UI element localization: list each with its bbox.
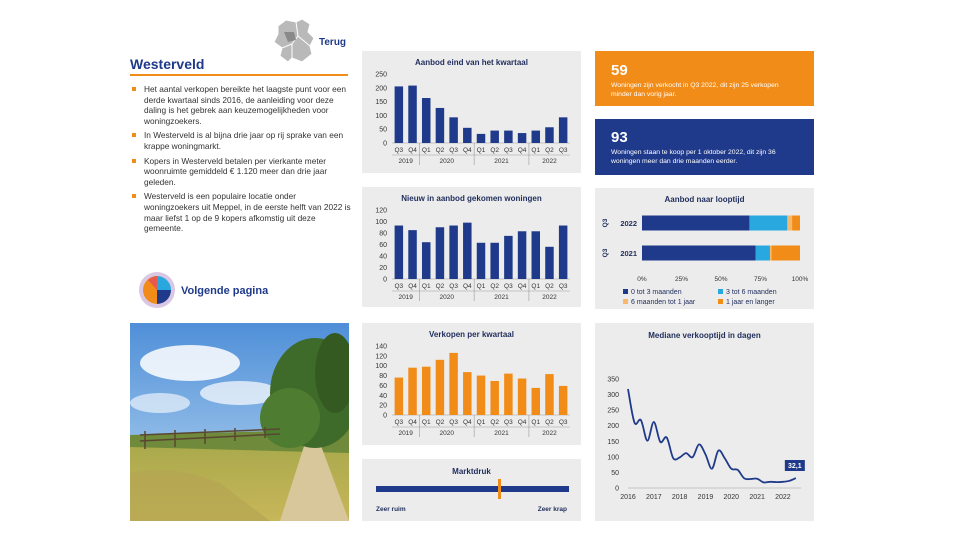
chart-title: Mediane verkooptijd in dagen <box>648 331 761 340</box>
bar <box>449 117 457 143</box>
year-label: 2020 <box>439 294 455 301</box>
y-tick-label: 60 <box>379 382 387 390</box>
chart-title: Verkopen per kwartaal <box>429 330 514 339</box>
marktdruk-panel <box>362 459 581 521</box>
bar <box>422 242 430 279</box>
chart-panel-looptijd <box>595 188 814 309</box>
bar <box>463 223 471 279</box>
chart-panel-verkooptijd <box>595 323 814 521</box>
landscape-photo <box>130 323 349 521</box>
y-tick-label: 80 <box>379 373 387 381</box>
bar <box>545 127 553 143</box>
stacked-bar-segment <box>787 216 792 231</box>
y-tick-label: 50 <box>611 469 619 477</box>
y-tick-label: 150 <box>375 99 387 107</box>
bar <box>545 247 553 279</box>
bar <box>559 226 567 279</box>
year-label: 2019 <box>398 430 413 437</box>
x-tick-label: Q1 <box>476 419 486 426</box>
legend-label: 1 jaar en langer <box>726 299 775 306</box>
x-tick-label: 25% <box>674 276 689 283</box>
x-tick-label: Q4 <box>462 419 472 426</box>
bar <box>518 379 526 415</box>
y-tick-label: 20 <box>379 265 387 272</box>
x-tick-label: Q3 <box>558 147 568 154</box>
x-tick-label: Q3 <box>449 419 458 426</box>
legend-swatch <box>718 299 723 304</box>
stat-number: 93 <box>611 129 628 146</box>
stat-box-supply <box>595 119 814 175</box>
year-label: 2021 <box>494 158 509 165</box>
x-tick-label: Q1 <box>531 283 541 290</box>
x-tick-label: Q2 <box>490 283 500 290</box>
y-category-label: 2021 <box>620 249 637 258</box>
bar <box>449 226 457 279</box>
y-tick-label: 200 <box>375 85 387 93</box>
stacked-bar-segment <box>642 216 749 231</box>
chart-panel-verkopen <box>362 323 581 445</box>
y-tick-label: 0 <box>615 485 619 493</box>
title-underline <box>130 74 348 76</box>
x-tick-label: 2019 <box>697 494 714 501</box>
x-tick-label: Q3 <box>394 283 404 290</box>
legend-label: 0 tot 3 maanden <box>631 289 682 296</box>
bar <box>436 108 444 143</box>
x-tick-label: Q3 <box>449 283 458 290</box>
series-line <box>628 389 796 483</box>
y-tick-label: 100 <box>375 363 387 371</box>
chart-verkooptijd <box>595 323 814 521</box>
x-tick-label: Q3 <box>394 147 404 154</box>
bullet-item: Westerveld is een populaire locatie onder woningzoekers uit Meppel, in de eerste helft van 2022 is maar liefst 1 op de 9 kopers afkomstig uit deze gemeente. <box>130 191 352 233</box>
x-tick-label: Q2 <box>435 283 445 290</box>
legend-label: 6 maanden tot 1 jaar <box>631 299 696 306</box>
bar <box>408 368 416 415</box>
x-tick-label: Q3 <box>504 147 513 154</box>
y-tick-label: 250 <box>375 71 387 79</box>
x-tick-label: Q4 <box>517 147 527 154</box>
x-tick-label: Q1 <box>421 147 431 154</box>
next-page-link[interactable]: Volgende pagina <box>181 285 269 297</box>
x-tick-label: 2020 <box>723 494 740 501</box>
x-tick-label: 2016 <box>620 494 636 501</box>
x-tick-label: Q2 <box>435 419 445 426</box>
bar <box>532 388 540 415</box>
legend-swatch <box>718 289 723 294</box>
y-tick-label: 40 <box>379 392 387 400</box>
year-label: 2019 <box>398 158 413 165</box>
y-group-label: Q3 <box>602 218 609 228</box>
back-link[interactable]: Terug <box>319 37 347 48</box>
year-label: 2020 <box>439 158 455 165</box>
bar <box>477 376 485 415</box>
x-tick-label: 2021 <box>749 494 765 501</box>
bar <box>408 86 416 143</box>
bar <box>504 374 512 415</box>
year-label: 2022 <box>542 158 557 165</box>
chart-title: Aanbod eind van het kwartaal <box>415 58 528 67</box>
legend-label: 3 tot 6 maanden <box>726 289 777 296</box>
bar <box>504 236 512 279</box>
chart-panel-nieuw <box>362 187 581 307</box>
y-tick-label: 120 <box>375 207 387 215</box>
y-tick-label: 100 <box>607 454 619 462</box>
stacked-bar-segment <box>749 216 787 231</box>
y-tick-label: 150 <box>607 438 619 446</box>
legend-swatch <box>623 289 628 294</box>
bar <box>395 86 403 143</box>
x-tick-label: 75% <box>753 276 768 283</box>
bar <box>518 231 526 279</box>
y-tick-label: 60 <box>379 242 387 249</box>
bar <box>463 128 471 143</box>
x-tick-label: Q4 <box>408 283 417 290</box>
bullet-list <box>130 84 352 238</box>
x-tick-label: Q1 <box>476 147 486 154</box>
year-label: 2022 <box>542 294 557 301</box>
x-tick-label: Q2 <box>435 147 445 154</box>
bar <box>463 372 471 415</box>
y-tick-label: 100 <box>375 112 387 120</box>
page-title: Westerveld <box>130 56 205 72</box>
bar <box>490 381 498 415</box>
year-label: 2021 <box>494 430 509 437</box>
stat-box-sales <box>595 51 814 106</box>
y-tick-label: 20 <box>379 402 387 410</box>
y-tick-label: 40 <box>379 253 387 261</box>
end-value-label: 32,1 <box>788 463 802 471</box>
x-tick-label: 2022 <box>775 494 791 501</box>
x-tick-label: Q1 <box>531 419 541 426</box>
stat-text: Woningen staan te koop per 1 oktober 2022, dit zijn 36 woningen meer dan drie maanden eerder. <box>611 149 776 165</box>
stat-text: Woningen zijn verkocht in Q3 2022, dit zijn 25 verkopen minder dan vorig jaar. <box>611 82 779 98</box>
x-tick-label: Q3 <box>394 419 404 426</box>
y-tick-label: 300 <box>607 392 619 400</box>
marktdruk-right-label: Zeer krap <box>537 506 567 513</box>
marktdruk-left-label: Zeer ruim <box>376 506 406 513</box>
y-tick-label: 100 <box>375 219 387 226</box>
x-tick-label: Q3 <box>558 419 568 426</box>
bar <box>408 230 416 279</box>
bar <box>559 386 567 415</box>
chart-looptijd <box>595 188 814 309</box>
bar <box>422 367 430 415</box>
year-label: 2022 <box>542 430 557 437</box>
pie-chart-icon[interactable] <box>138 271 176 309</box>
x-tick-label: Q2 <box>545 147 554 154</box>
x-tick-label: Q1 <box>421 419 431 426</box>
bar <box>395 378 403 415</box>
stacked-bar-segment <box>772 246 800 261</box>
y-tick-label: 0 <box>383 412 387 420</box>
bullet-item: In Westerveld is al bijna drie jaar op rij sprake van een krappe woningmarkt. <box>130 130 352 151</box>
bar <box>532 131 540 143</box>
x-tick-label: Q4 <box>462 283 472 290</box>
chart-title: Nieuw in aanbod gekomen woningen <box>401 194 542 203</box>
y-tick-label: 350 <box>607 376 619 384</box>
chart-verkopen <box>362 323 581 445</box>
bar <box>436 360 444 415</box>
bar <box>490 243 498 279</box>
bar <box>559 117 567 143</box>
x-tick-label: 2017 <box>646 494 662 501</box>
region-map-icon <box>272 18 316 64</box>
x-tick-label: 2018 <box>671 494 688 501</box>
x-tick-label: 50% <box>714 276 728 283</box>
marktdruk-marker <box>498 479 501 499</box>
x-tick-label: Q1 <box>531 147 541 154</box>
chart-aanbod <box>362 51 581 173</box>
y-tick-label: 140 <box>375 343 387 351</box>
y-tick-label: 250 <box>607 407 619 415</box>
y-group-label: Q3 <box>602 248 609 258</box>
stacked-bar-segment <box>770 246 772 261</box>
bar <box>518 133 526 143</box>
bar <box>532 231 540 279</box>
bar <box>395 226 403 279</box>
bar <box>504 131 512 143</box>
x-tick-label: Q4 <box>517 283 527 290</box>
year-label: 2020 <box>439 430 455 437</box>
x-tick-label: Q4 <box>408 419 417 426</box>
bar <box>477 243 485 279</box>
chart-panel-aanbod <box>362 51 581 173</box>
x-tick-label: Q3 <box>504 283 513 290</box>
bullet-item: Het aantal verkopen bereikte het laagste punt voor een derde kwartaal sinds 2016, de aanleiding voor deze daling is het gebrek aan keuzemogelijkheden voor woningzoekers. <box>130 84 352 126</box>
x-tick-label: Q1 <box>421 283 431 290</box>
x-tick-label: Q4 <box>462 147 472 154</box>
chart-nieuw <box>362 187 581 307</box>
year-label: 2019 <box>398 294 413 301</box>
bar <box>477 134 485 143</box>
y-tick-label: 50 <box>379 126 387 134</box>
marktdruk-scale <box>376 486 569 492</box>
x-tick-label: Q2 <box>490 419 500 426</box>
chart-title: Aanbod naar looptijd <box>664 195 745 204</box>
stacked-bar-segment <box>642 246 756 261</box>
y-category-label: 2022 <box>620 219 637 228</box>
bar <box>545 374 553 415</box>
x-tick-label: Q1 <box>476 283 486 290</box>
x-tick-label: Q3 <box>558 283 568 290</box>
stat-number: 59 <box>611 62 628 79</box>
bar <box>490 131 498 143</box>
bar <box>422 98 430 143</box>
y-tick-label: 0 <box>383 140 387 148</box>
stacked-bar-segment <box>792 216 800 231</box>
x-tick-label: 0% <box>637 276 647 283</box>
marktdruk-title: Marktdruk <box>452 467 491 476</box>
y-tick-label: 0 <box>383 276 387 284</box>
x-tick-label: Q2 <box>545 419 554 426</box>
bar <box>436 227 444 279</box>
x-tick-label: Q4 <box>408 147 417 154</box>
x-tick-label: Q2 <box>490 147 500 154</box>
year-label: 2021 <box>494 294 509 301</box>
y-tick-label: 120 <box>375 353 387 361</box>
y-tick-label: 80 <box>379 230 387 238</box>
x-tick-label: 100% <box>791 276 809 283</box>
x-tick-label: Q3 <box>504 419 513 426</box>
y-tick-label: 200 <box>607 423 619 431</box>
x-tick-label: Q3 <box>449 147 458 154</box>
bullet-item: Kopers in Westerveld betalen per vierkante meter woonruimte gemiddeld € 1.120 meer dan drie jaar geleden. <box>130 156 352 188</box>
stacked-bar-segment <box>756 246 770 261</box>
legend-swatch <box>623 299 628 304</box>
bar <box>449 353 457 415</box>
x-tick-label: Q2 <box>545 283 554 290</box>
x-tick-label: Q4 <box>517 419 527 426</box>
